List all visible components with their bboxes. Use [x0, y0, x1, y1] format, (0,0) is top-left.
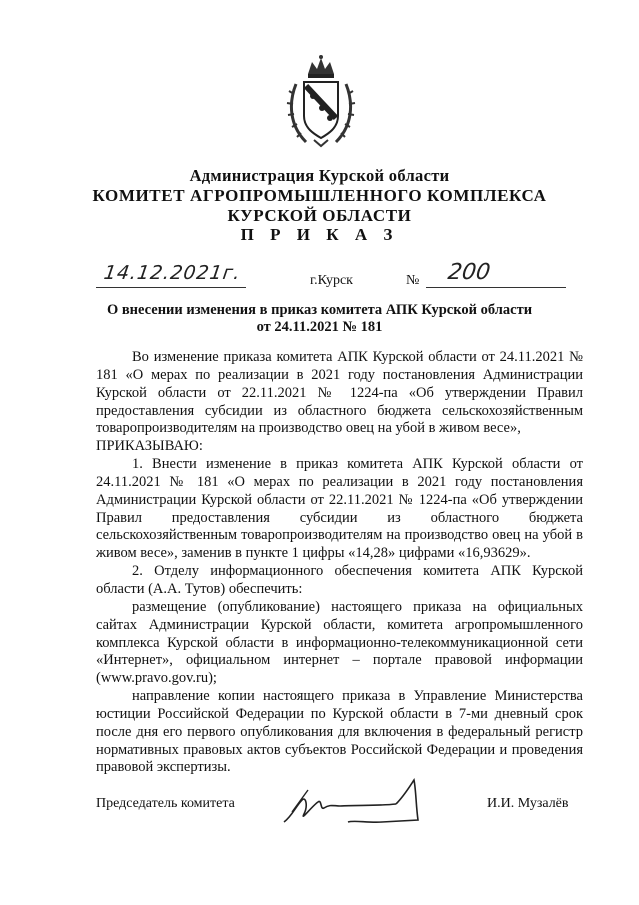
body-paragraph: размещение (опубликование) настоящего приказа на официальных сайтах Администрации Курской области, комитета агропромышленного комплекса Курской области в информационно-телекоммуникационной сети «Интернет», официальном интернет – портале правовой информации (www.pravo.gov.ru);	[96, 598, 583, 687]
header-administration: Администрация Курской области	[189, 166, 450, 185]
document-title-date: от 24.11.2021 № 181	[256, 319, 383, 335]
header-committee: КОМИТЕТ АГРОПРОМЫШЛЕННОГО КОМПЛЕКСА	[92, 186, 547, 205]
header-region: КУРСКОЙ ОБЛАСТИ	[227, 206, 412, 225]
number-underline	[426, 287, 566, 288]
order-number-sign: №	[406, 273, 420, 288]
header-order-type: П Р И К А З	[240, 225, 399, 244]
order-date: 14.12.2021г.	[102, 262, 243, 284]
body-directive: ПРИКАЗЫВАЮ:	[96, 438, 203, 455]
body-paragraph: 2. Отделу информационного обеспечения комитета АПК Курской области (А.А. Тутов) обеспечить:	[96, 563, 583, 597]
order-dateline	[96, 262, 566, 292]
handwritten-signature	[278, 776, 428, 836]
body-paragraph: направление копии настоящего приказа в Управление Министерства юстиции Российской Федерации по Курской области в 7-ми дневный срок после дня его первого опубликования для включения в федеральный регистр нормативных правовых актов субъектов Российской Федерации и проведения правовой экспертизы.	[96, 688, 583, 776]
coat-of-arms-icon	[286, 54, 356, 150]
order-city: г.Курск	[310, 273, 353, 288]
body-paragraph: Во изменение приказа комитета АПК Курской области от 24.11.2021 № 181 «О мерах по реализации в 2021 году постановления Администрации Курской области от 22.11.2021 № 1224-па «Об утверждении Правил предоставления субсидии из областного бюджета сельскохозяйственным товаропроизводителям на производство овец на убой в живом весе»,	[96, 349, 583, 437]
body-paragraph: 1. Внести изменение в приказ комитета АПК Курской области от 24.11.2021 № 181 «О мерах по реализации в 2021 году постановления Администрации Курской области от 22.11.2021 № 1224-па «Об утверждении Правил предоставления субсидии из областного бюджета сельскохозяйственным товаропроизводителям на производство овец на убой в живом весе», заменив в пункте 1 цифры «14,28» цифрами «16,93629».	[96, 456, 583, 562]
date-underline	[96, 287, 246, 288]
order-number: 200	[446, 260, 492, 285]
signer-name: И.И. Музалёв	[487, 796, 569, 811]
signer-position: Председатель комитета	[96, 796, 235, 811]
document-title: О внесении изменения в приказ комитета АПК Курской области	[106, 302, 533, 318]
document-body	[96, 349, 583, 777]
